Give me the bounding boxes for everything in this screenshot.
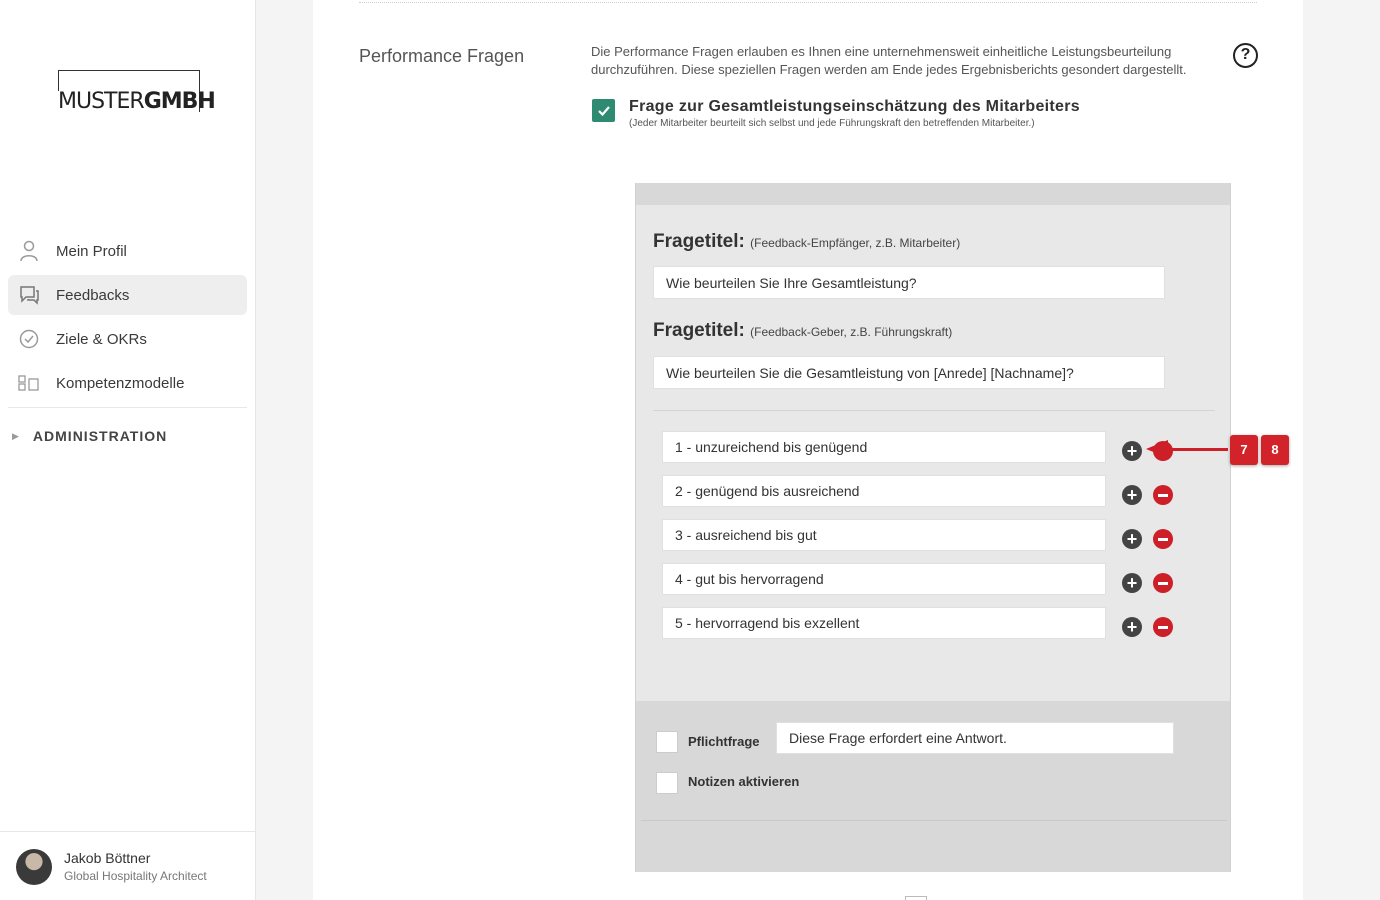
remove-option-button[interactable] bbox=[1153, 573, 1173, 593]
panel-divider bbox=[653, 410, 1215, 411]
add-option-button[interactable]: + bbox=[1122, 485, 1142, 505]
required-checkbox[interactable] bbox=[656, 731, 678, 753]
logo-text: MUSTERGMBH bbox=[58, 89, 215, 114]
sidebar-nav bbox=[8, 231, 247, 407]
chat-icon bbox=[18, 284, 40, 306]
add-option-button[interactable]: + bbox=[1122, 441, 1142, 461]
add-option-button[interactable]: + bbox=[1122, 617, 1142, 637]
next-question-checkbox[interactable] bbox=[905, 896, 927, 900]
avatar bbox=[16, 849, 52, 885]
annotation-arrow bbox=[1166, 448, 1228, 451]
sidebar-item-label: Ziele & OKRs bbox=[56, 330, 147, 348]
remove-option-button[interactable] bbox=[1153, 617, 1173, 637]
answer-option-input[interactable]: 3 - ausreichend bis gut bbox=[662, 519, 1106, 551]
answer-option-input[interactable]: 5 - hervorragend bis exzellent bbox=[662, 607, 1106, 639]
panel-footer bbox=[636, 701, 1230, 872]
sidebar-item-mein-profil[interactable] bbox=[8, 231, 247, 271]
remove-option-button[interactable] bbox=[1153, 529, 1173, 549]
section-divider bbox=[359, 2, 1257, 3]
required-label: Pflichtfrage bbox=[688, 734, 760, 749]
section-title: Performance Fragen bbox=[359, 46, 525, 66]
answer-option-input[interactable]: 2 - genügend bis ausreichend bbox=[662, 475, 1106, 507]
user-profile[interactable] bbox=[0, 831, 255, 900]
remove-option-button[interactable] bbox=[1153, 485, 1173, 505]
check-circle-icon bbox=[18, 328, 40, 350]
company-logo bbox=[58, 70, 215, 114]
question-subtitle: (Jeder Mitarbeiter beurteilt sich selbst und jede Führungskraft den betreffenden Mitarbeiter.) bbox=[629, 118, 1035, 129]
notes-label: Notizen aktivieren bbox=[688, 774, 800, 789]
user-icon bbox=[18, 240, 40, 262]
sidebar bbox=[0, 0, 256, 900]
annotation-badge-7: 7 bbox=[1230, 435, 1258, 465]
question-panel bbox=[635, 183, 1231, 872]
sidebar-item-label: Mein Profil bbox=[56, 242, 127, 260]
annotation-badge-8: 8 bbox=[1261, 435, 1289, 465]
help-icon[interactable]: ? bbox=[1233, 43, 1258, 68]
sidebar-item-label: Kompetenzmodelle bbox=[56, 374, 185, 392]
checkmark-icon bbox=[597, 105, 611, 117]
section-description: Die Performance Fragen erlauben es Ihnen eine unternehmensweit einheitliche Leistungsbeurteilung durchzuführen. Diese speziellen Fragen werden am Ende jedes Ergebnisberichts gesondert dargestellt. bbox=[591, 44, 1187, 77]
sidebar-admin-label: ADMINISTRATION bbox=[32, 428, 168, 444]
annotation-arrow-head bbox=[1146, 440, 1168, 458]
add-option-button[interactable]: + bbox=[1122, 529, 1142, 549]
question-title: Frage zur Gesamtleistungseinschätzung des Mitarbeiters bbox=[629, 98, 1080, 115]
notes-checkbox[interactable] bbox=[656, 772, 678, 794]
question-title-recipient-input[interactable]: Wie beurteilen Sie Ihre Gesamtleistung? bbox=[653, 266, 1165, 299]
required-message-input[interactable]: Diese Frage erfordert eine Antwort. bbox=[776, 722, 1174, 754]
question-title-giver-input[interactable]: Wie beurteilen Sie die Gesamtleistung von [Anrede] [Nachname]? bbox=[653, 356, 1165, 389]
blocks-icon bbox=[18, 372, 40, 394]
sidebar-item-kompetenzmodelle[interactable] bbox=[8, 363, 247, 403]
answer-option-input[interactable]: 4 - gut bis hervorragend bbox=[662, 563, 1106, 595]
user-name: Jakob Böttner bbox=[64, 850, 151, 866]
answer-option-input[interactable]: 1 - unzureichend bis genügend bbox=[662, 431, 1106, 463]
sidebar-divider bbox=[8, 407, 247, 408]
sidebar-item-administration[interactable] bbox=[12, 428, 167, 444]
sidebar-item-label: Feedbacks bbox=[56, 286, 130, 304]
sidebar-item-feedbacks[interactable] bbox=[8, 275, 247, 315]
question-title-label-recipient: Fragetitel: (Feedback-Empfänger, z.B. Mitarbeiter) bbox=[653, 231, 961, 252]
panel-header bbox=[636, 183, 1230, 205]
panel-footer-divider bbox=[641, 820, 1227, 821]
add-option-button[interactable]: + bbox=[1122, 573, 1142, 593]
caret-right-icon: ▶ bbox=[12, 430, 19, 441]
user-role: Global Hospitality Architect bbox=[64, 869, 207, 883]
question-title-label-giver: Fragetitel: (Feedback-Geber, z.B. Führungskraft) bbox=[653, 320, 953, 341]
sidebar-item-ziele-okrs[interactable] bbox=[8, 319, 247, 359]
performance-question-checkbox[interactable] bbox=[592, 99, 615, 122]
